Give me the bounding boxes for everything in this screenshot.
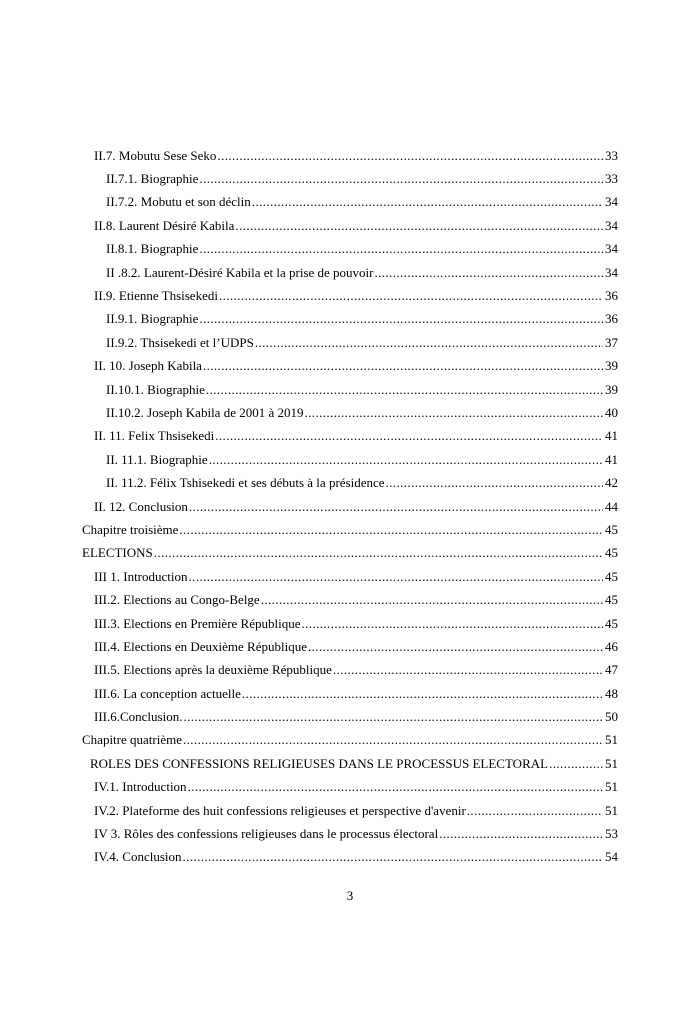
toc-leader-dots	[209, 452, 603, 468]
toc-entry	[82, 425, 618, 448]
toc-entry-title: II .8.2. Laurent-Désiré Kabila et la prise de pouvoir	[106, 264, 374, 280]
toc-entry-title: ROLES DES CONFESSIONS RELIGIEUSES DANS LE PROCESSUS ELECTORAL	[90, 755, 549, 771]
toc-entry	[82, 495, 618, 518]
toc-entry-page: 36	[605, 311, 618, 327]
toc-leader-dots	[203, 358, 603, 374]
toc-entry	[82, 682, 618, 705]
toc-entry	[82, 284, 618, 307]
toc-entry-page: 34	[605, 264, 618, 280]
toc-entry	[82, 214, 618, 237]
toc-entry	[82, 378, 618, 401]
toc-entry-page: 53	[605, 826, 618, 842]
toc-entry-title: II.7.2. Mobutu et son déclin	[106, 194, 251, 210]
toc-leader-dots	[219, 288, 603, 304]
toc-entry-page: 40	[605, 404, 618, 420]
toc-entry	[82, 705, 618, 728]
toc-entry	[82, 659, 618, 682]
toc-entry-title: III.5. Elections après la deuxième République	[94, 662, 332, 678]
toc-entry-title: II. 10. Joseph Kabila	[94, 358, 202, 374]
toc-entry	[82, 331, 618, 354]
toc-entry	[82, 518, 618, 541]
toc-entry-title: IV.4. Conclusion	[94, 849, 182, 865]
toc-entry-title: II.8. Laurent Désiré Kabila	[94, 217, 235, 233]
toc-entry-page: 39	[605, 381, 618, 397]
toc-entry-page: 51	[605, 755, 618, 771]
toc-entry-title: II.8.1. Biographie	[106, 241, 199, 257]
toc-leader-dots	[549, 756, 603, 772]
toc-entry-title: IV.1. Introduction	[94, 779, 187, 795]
toc-leader-dots	[183, 732, 603, 748]
page-number: 3	[346, 888, 354, 903]
toc-entry-page: 33	[605, 171, 618, 187]
toc-entry	[82, 191, 618, 214]
toc-leader-dots	[308, 639, 603, 655]
toc-leader-dots	[199, 241, 603, 257]
toc-leader-dots	[179, 522, 603, 538]
toc-entry-title: III.6. La conception actuelle	[94, 685, 241, 701]
toc-leader-dots	[255, 335, 603, 351]
toc-entry-page: 36	[605, 288, 618, 304]
toc-leader-dots	[386, 475, 603, 491]
toc-entry-page: 51	[605, 802, 618, 818]
toc-entry-title: Chapitre quatrième	[82, 732, 182, 748]
toc-leader-dots	[302, 616, 604, 632]
toc-leader-dots	[217, 148, 603, 164]
toc-entry	[82, 355, 618, 378]
toc-entry-page: 50	[605, 709, 618, 725]
toc-entry-page: 51	[605, 779, 618, 795]
toc-entry	[82, 542, 618, 565]
toc-entry-page: 45	[605, 592, 618, 608]
toc-leader-dots	[261, 592, 603, 608]
toc-entry-page: 47	[605, 662, 618, 678]
toc-entry-page: 37	[605, 334, 618, 350]
toc-leader-dots	[252, 194, 603, 210]
toc-entry-page: 41	[605, 428, 618, 444]
toc-entry-title: III.4. Elections en Deuxième République	[94, 638, 307, 654]
table-of-contents	[82, 144, 618, 869]
toc-entry-page: 44	[605, 498, 618, 514]
toc-entry-title: ELECTIONS	[82, 545, 153, 561]
toc-leader-dots	[183, 849, 603, 865]
toc-entry-title: III.3. Elections en Première République	[94, 615, 301, 631]
toc-entry-page: 34	[605, 241, 618, 257]
toc-entry	[82, 752, 618, 775]
toc-entry-title: III.6.Conclusion.	[94, 709, 183, 725]
toc-leader-dots	[206, 382, 603, 398]
toc-entry-page: 46	[605, 638, 618, 654]
toc-entry	[82, 588, 618, 611]
toc-entry-page: 51	[605, 732, 618, 748]
toc-entry-title: II. 12. Conclusion	[94, 498, 188, 514]
toc-entry-title: III 1. Introduction	[94, 568, 188, 584]
toc-entry-title: II. 11.2. Félix Tshisekedi et ses débuts à la présidence	[106, 475, 385, 491]
toc-entry	[82, 144, 618, 167]
toc-leader-dots	[154, 545, 603, 561]
toc-entry-title: II.7. Mobutu Sese Seko	[94, 147, 217, 163]
toc-entry	[82, 448, 618, 471]
toc-entry-page: 45	[605, 568, 618, 584]
toc-leader-dots	[242, 686, 603, 702]
toc-entry	[82, 308, 618, 331]
toc-leader-dots	[305, 405, 604, 421]
toc-leader-dots	[374, 265, 603, 281]
toc-entry-title: II.7.1. Biographie	[106, 171, 199, 187]
toc-entry-page: 42	[605, 475, 618, 491]
toc-entry-page: 33	[605, 147, 618, 163]
toc-leader-dots	[199, 311, 603, 327]
toc-leader-dots	[189, 499, 603, 515]
toc-entry-title: II.9.2. Thsisekedi et l’UDPS	[106, 334, 254, 350]
toc-entry-title: III.2. Elections au Congo-Belge	[94, 592, 260, 608]
toc-entry	[82, 471, 618, 494]
toc-leader-dots	[189, 569, 603, 585]
toc-entry-page: 34	[605, 217, 618, 233]
toc-entry-page: 45	[605, 615, 618, 631]
toc-entry	[82, 565, 618, 588]
toc-leader-dots	[183, 709, 603, 725]
toc-entry-title: Chapitre troisième	[82, 521, 179, 537]
toc-leader-dots	[467, 803, 603, 819]
toc-leader-dots	[439, 826, 603, 842]
toc-entry-page: 48	[605, 685, 618, 701]
toc-entry-page: 54	[605, 849, 618, 865]
toc-leader-dots	[199, 171, 603, 187]
toc-entry	[82, 846, 618, 869]
toc-entry-title: IV 3. Rôles des confessions religieuses dans le processus électoral	[94, 826, 439, 842]
toc-entry-title: II.10.1. Biographie	[106, 381, 205, 397]
toc-entry	[82, 799, 618, 822]
toc-entry-title: II. 11. Felix Thsisekedi	[94, 428, 215, 444]
toc-entry-title: II. 11.1. Biographie	[106, 451, 208, 467]
toc-entry-page: 39	[605, 358, 618, 374]
toc-entry	[82, 612, 618, 635]
toc-entry	[82, 776, 618, 799]
toc-leader-dots	[188, 779, 603, 795]
toc-entry	[82, 729, 618, 752]
toc-entry-title: II.9. Etienne Thsisekedi	[94, 288, 218, 304]
toc-entry-title: II.9.1. Biographie	[106, 311, 199, 327]
toc-entry	[82, 238, 618, 261]
toc-leader-dots	[333, 662, 603, 678]
toc-leader-dots	[235, 218, 603, 234]
toc-entry	[82, 261, 618, 284]
toc-entry-page: 45	[605, 545, 618, 561]
toc-entry	[82, 167, 618, 190]
toc-entry-page: 34	[605, 194, 618, 210]
toc-entry-page: 45	[605, 521, 618, 537]
toc-entry-page: 41	[605, 451, 618, 467]
toc-leader-dots	[215, 428, 603, 444]
toc-entry-title: IV.2. Plateforme des huit confessions religieuses et perspective d'avenir	[94, 802, 466, 818]
toc-entry-title: II.10.2. Joseph Kabila de 2001 à 2019	[106, 404, 304, 420]
toc-entry	[82, 822, 618, 845]
toc-entry	[82, 635, 618, 658]
toc-entry	[82, 401, 618, 424]
